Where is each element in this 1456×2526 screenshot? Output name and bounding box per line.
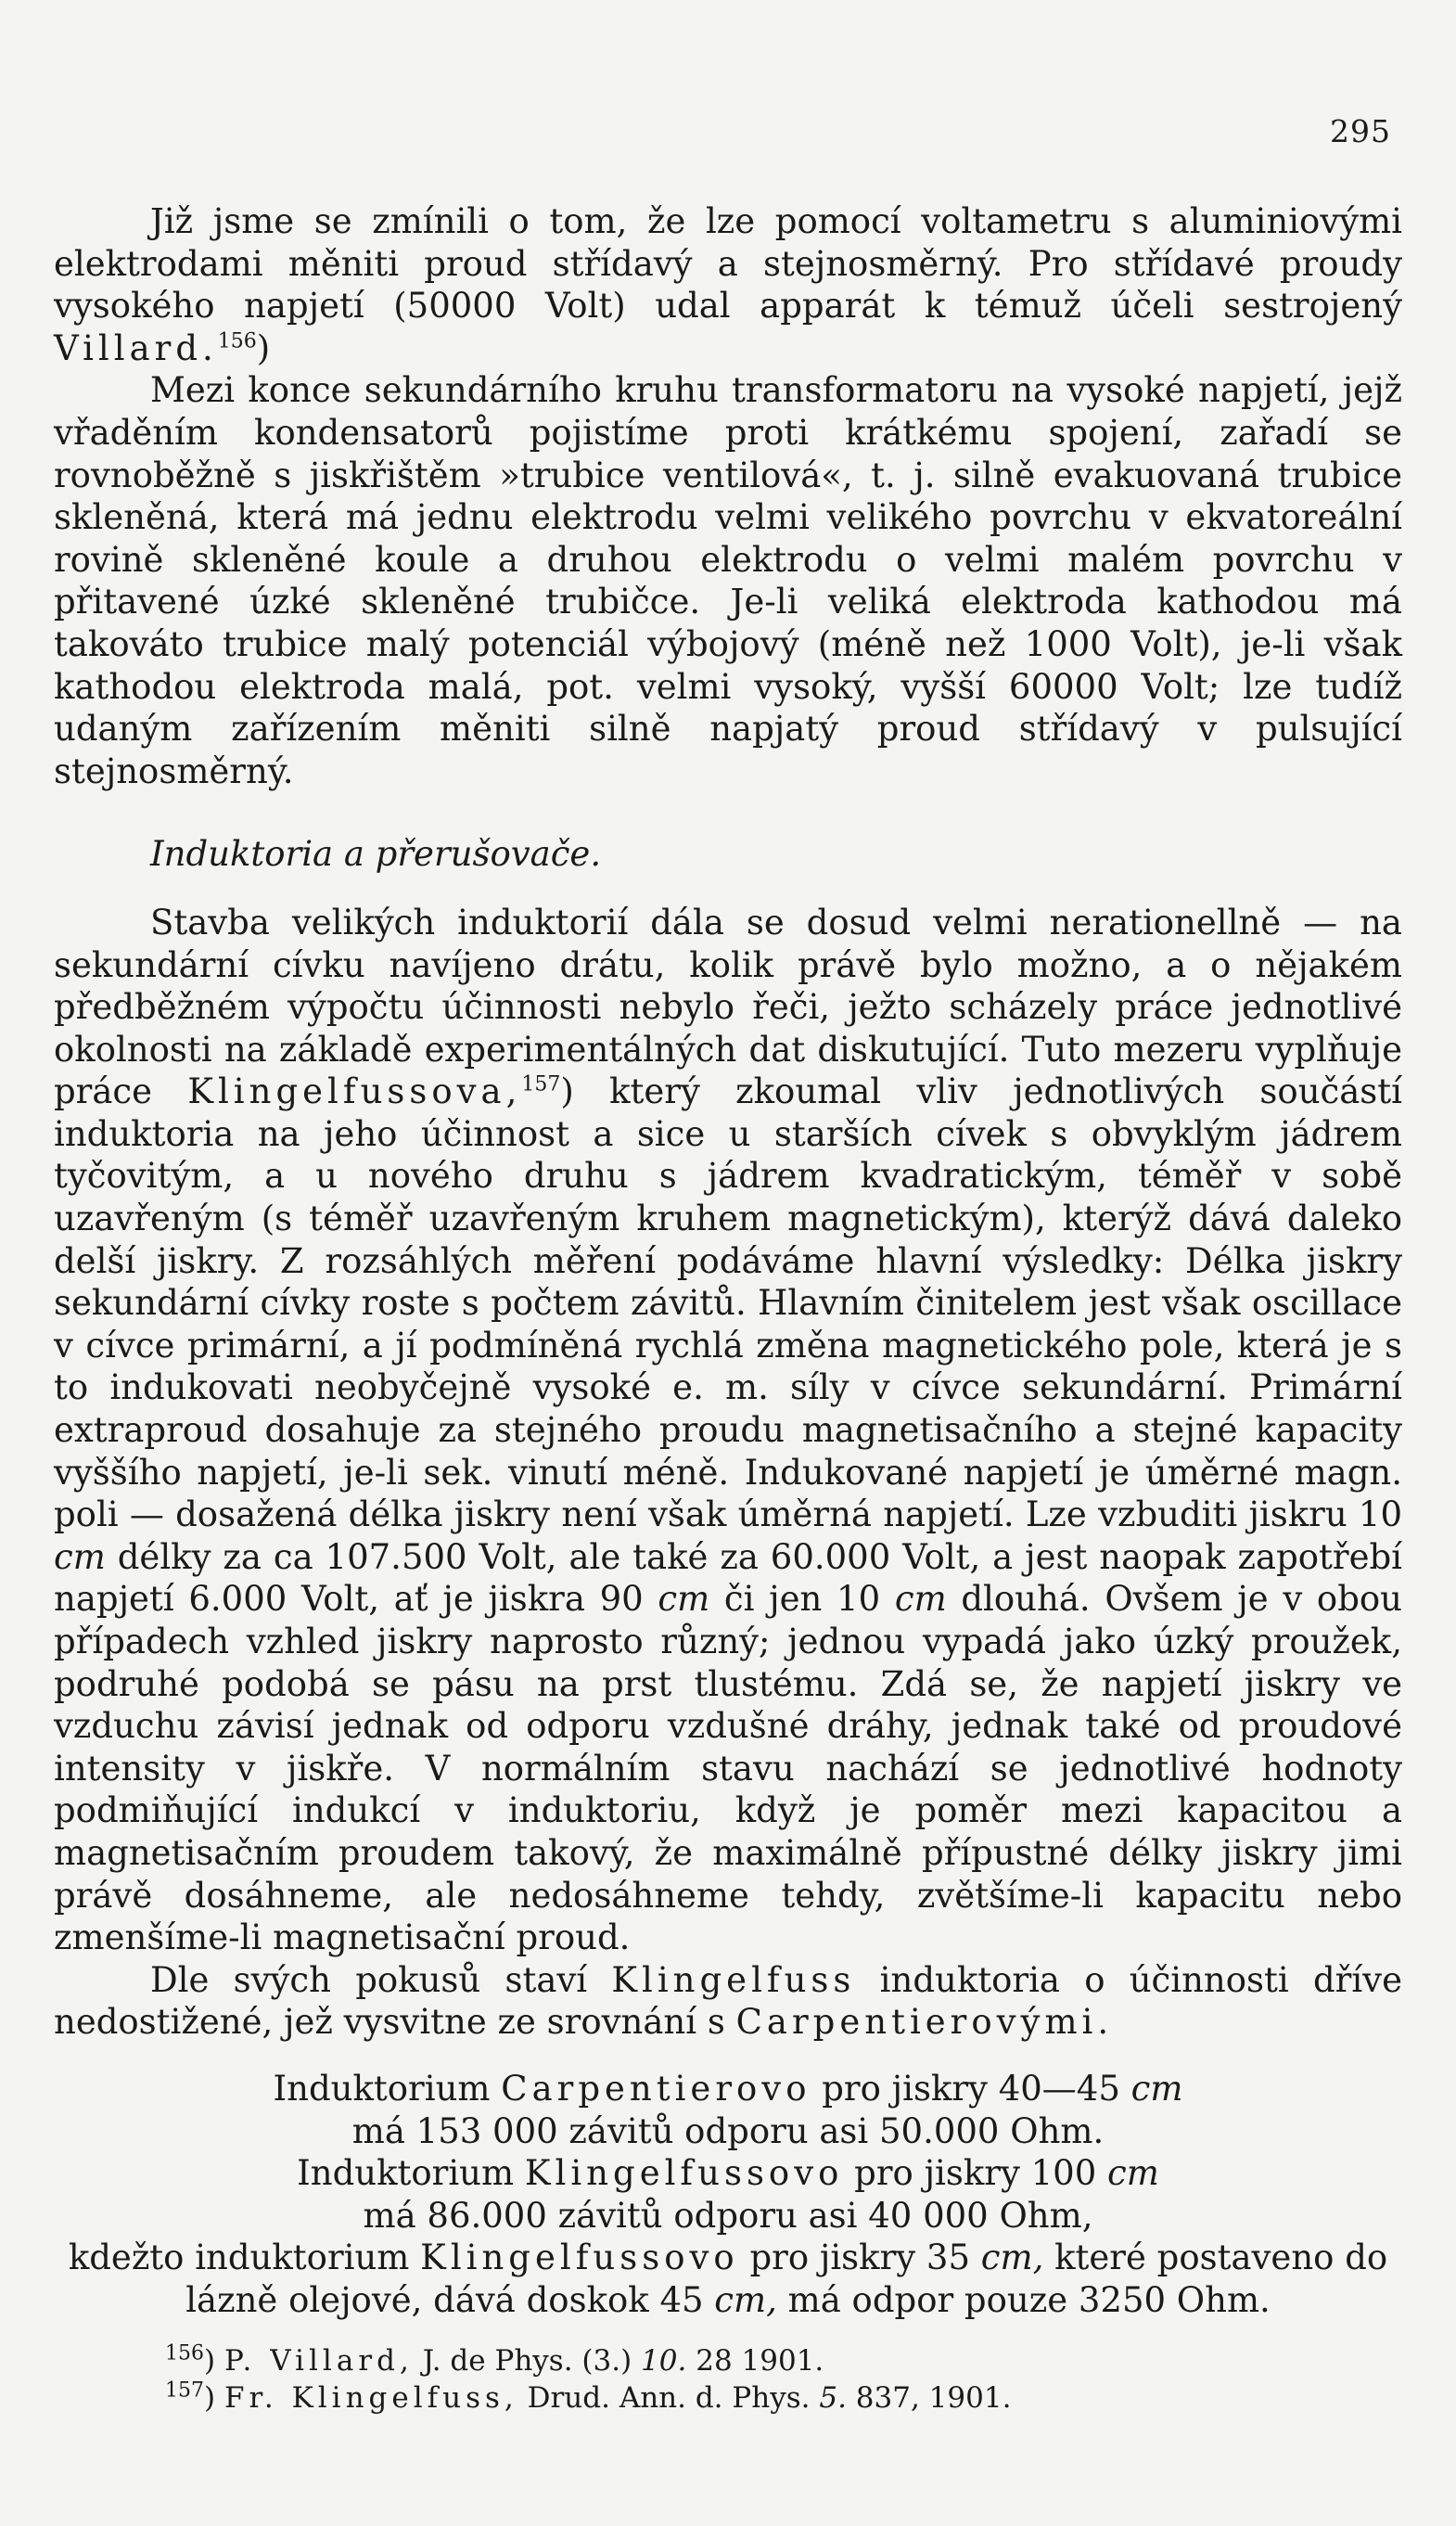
paragraph-5: kdežto induktorium Klingelfussovo pro jiskry 35 cm, které postaveno do lázně olejové, dává doskok 45 cm, má odpor pouze 3250 Ohm. [68,2237,1388,2320]
footnote-157: $^{157}$) Fr. Klingelfuss, Drud. Ann. d. Phys. 5. 837, 1901. [165,2379,1012,2415]
footnotes [165,2342,1185,2417]
page-number: 295 [1330,113,1391,149]
paragraph-2: Mezi konce sekundárního kruhu transformatoru na vysoké napjetí, jejž vřaděním kondensatorů pojistíme proti krátkému spojení, zařadí se rovnoběžně s jiskřištěm »trubice ventilová«, t. j. silně evakuovaná trubice skleněná, která má jednu elektrodu velmi velikého povrchu v ekvatoreální rovině skleněné koule a druhou elektrodu o velmi malém povrchu v přitavené úzké skleněné trubičce. Je-li veliká elektroda kathodou má takováto trubice malý potenciál výbojový (méně než 1000 Volt), je-li však kathodou elektroda malá, pot. velmi vysoký, vyšší 60000 Volt; lze tudíž udaným zařízením měniti silně napjatý proud střídavý v pulsující stejnosměrný. [54,370,1402,791]
comparison-line-2b: má 86.000 závitů odporu asi 40 000 Ohm, [363,2195,1093,2236]
author-name: Klingelfuss [611,1959,856,2000]
body-text [54,200,1402,2322]
footnote-156: $^{156}$) P. Villard, J. de Phys. (3.) 10. 28 1901. [165,2341,824,2378]
author-name: Carpentierovými. [735,2002,1114,2043]
comparison-line-2: Induktorium Klingelfussovo pro jiskry 100 cm [297,2153,1159,2194]
paragraph-3: Stavba velikých induktorií dála se dosud velmi nerationellně — na sekundární cívku navíjeno drátu, kolik právě bylo možno, a o nějakém předběžném výpočtu účinnosti nebylo řeči, ježto scházely práce jednotlivé okolnosti na základě experimentálných dat diskutující. Tuto mezeru vyplňuje práce Klingelfussova,$^{157}$) který zkoumal vliv jednotlivých součástí induktoria na jeho účinnost a sice u starších cívek s obvyklým jádrem tyčovitým, a u nového druhu s jádrem kvadratickým, téměř v sobě uzavřeným (s téměř uzavřeným kruhem magnetickým), kterýž dává daleko delší jiskry. Z rozsáhlých měření podáváme hlavní výsledky: Délka jiskry sekundární cívky roste s počtem závitů. Hlavním činitelem jest však oscillace v cívce primární, a jí podmíněná rychlá změna magnetického pole, která je s to indukovati neobyčejně vysoké e. m. síly v cívce sekundární. Primární extraproud dosahuje za stejného proudu magnetisačního a stejné kapacity vyššího napjetí, je-li sek. vinutí méně. Indukované napjetí je úměrné magn. poli — dosažená délka jiskry není však úměrná napjetí. Lze vzbuditi jiskru 10 cm délky za ca 107.500 Volt, ale také za 60.000 Volt, a jest naopak zapotřebí napjetí 6.000 Volt, ať je jiskra 90 cm či jen 10 cm dlouhá. Ovšem je v obou případech vzhled jiskry naprosto různý; jednou vypadá jako úzký proužek, podruhé podobá se pásu na prst tlustému. Zdá se, že napjetí jiskry ve vzduchu závisí jednak od odporu vzdušné dráhy, jednak také od proudové intensity v jiskře. V normálním stavu nachází se jednotlivé hodnoty podmiňující indukcí v induktoriu, když je poměr mezi kapacitou a magnetisačním proudem takový, že maximálně přípustné délky jiskry jimi právě dosáhneme, ale nedosáhneme tehdy, zvětšíme-li kapacitu nebo zmenšíme-li magnetisační proud. [54,902,1402,1958]
footnote-ref[interactable]: 156 [217,329,257,353]
paragraph-1: Již jsme se zmínili o tom, že lze pomocí voltametru s aluminiovými elektrodami měniti proud střídavý a stejnosměrný. Pro střídavé proudy vysokého napjetí (50000 Volt) udal apparát k témuž účeli sestrojený Villard.$^{156}$) [54,201,1402,368]
footnote-ref[interactable]: 157 [521,1072,561,1096]
author-name: Villard. [54,327,218,368]
section-heading: Induktoria a přerušovače. [150,834,602,875]
paragraph-4: Dle svých pokusů staví Klingelfuss induktoria o účinnosti dříve nedostižené, jež vysvitne ze srovnání s Carpentierovými. [54,1959,1402,2043]
comparison-line-1: Induktorium Carpentierovo pro jiskry 40—45 cm [273,2068,1183,2109]
author-name: Klingelfussova, [187,1071,522,1112]
comparison-line-1b: má 153 000 závitů odporu asi 50.000 Ohm. [351,2110,1105,2151]
